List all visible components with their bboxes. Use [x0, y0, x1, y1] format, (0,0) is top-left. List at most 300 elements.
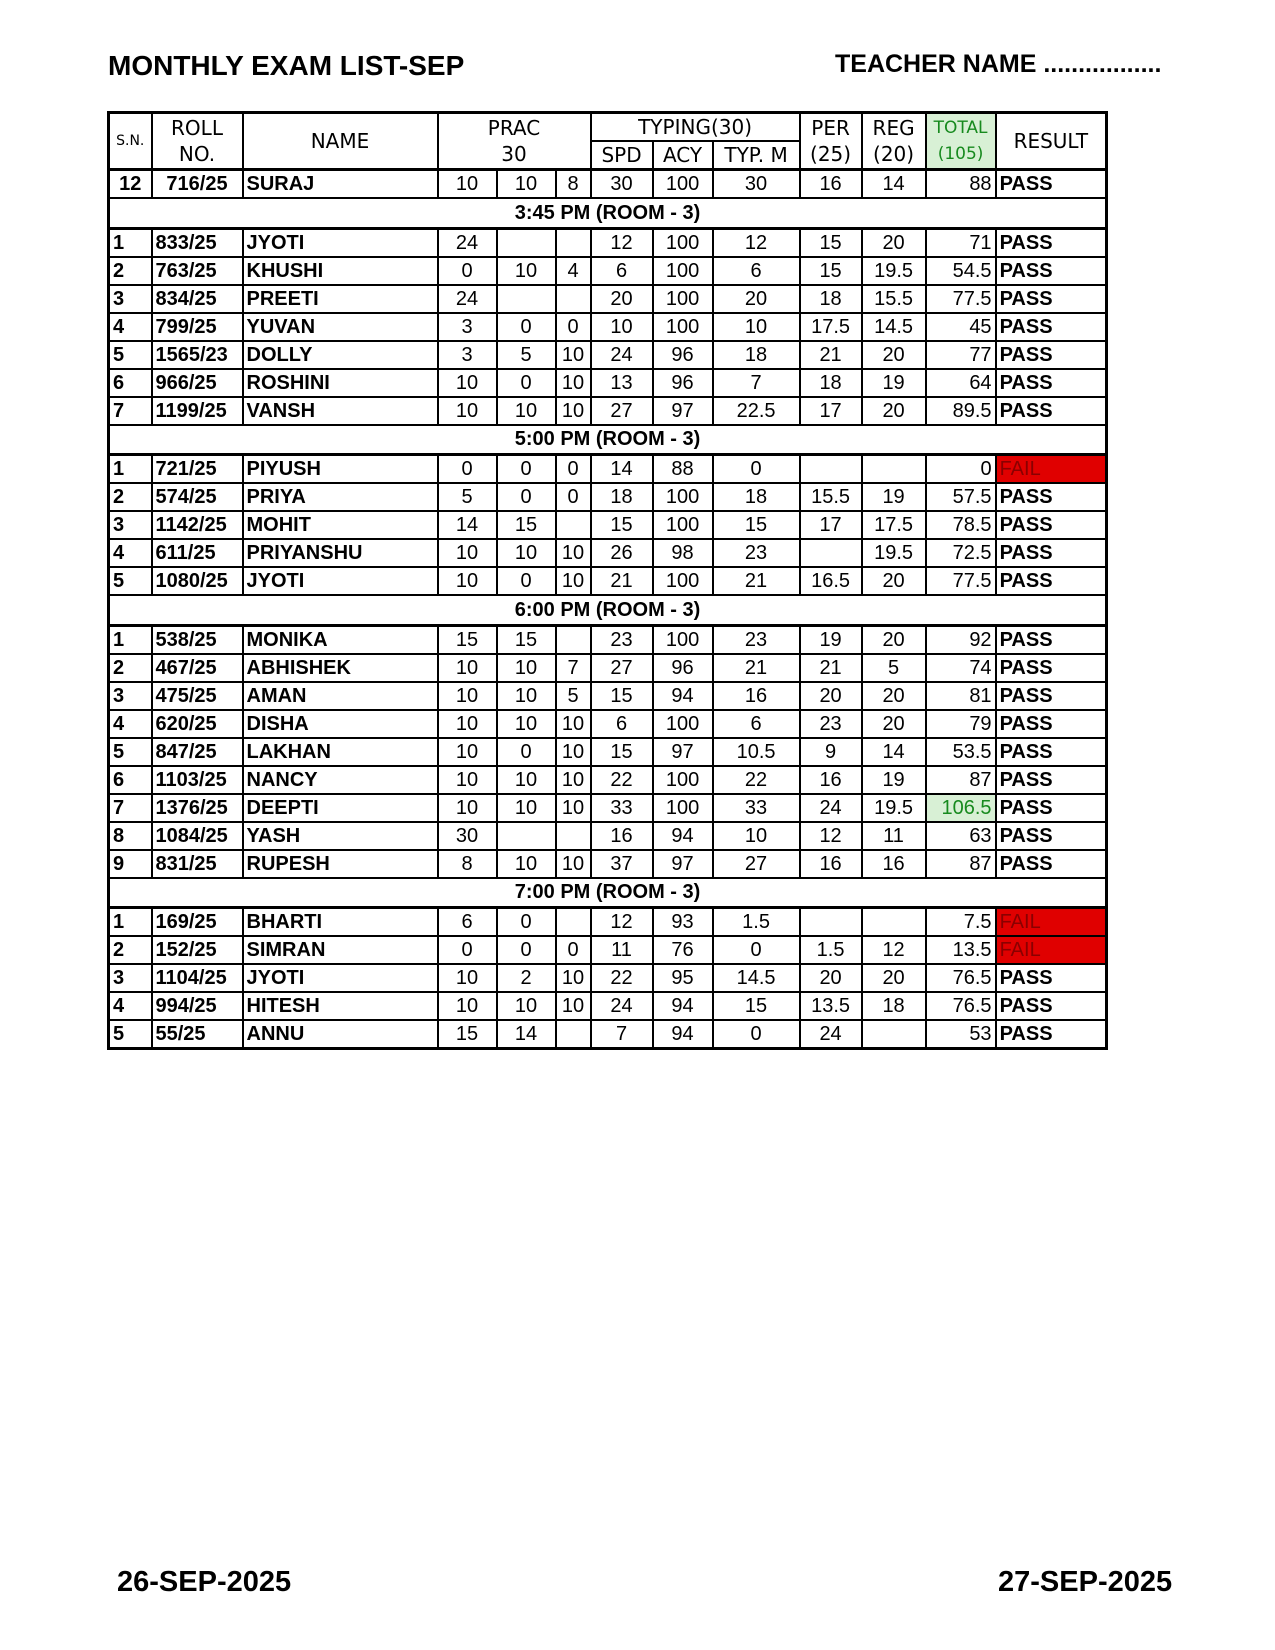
cell-prac-2: 0	[497, 567, 556, 595]
cell-prac-1: 10	[438, 170, 497, 199]
roll-label-1: ROLL	[171, 116, 223, 140]
cell-result: PASS	[996, 539, 1107, 567]
cell-per: 24	[800, 1020, 862, 1049]
cell-name: BHARTI	[243, 908, 438, 937]
total-label-2: (105)	[937, 144, 984, 164]
table-row	[109, 710, 1107, 738]
cell-prac-1: 0	[438, 257, 497, 285]
cell-prac-2: 10	[497, 710, 556, 738]
cell-prac-3: 0	[556, 936, 591, 964]
cell-prac-1: 0	[438, 936, 497, 964]
cell-prac-1: 10	[438, 766, 497, 794]
table-body	[109, 170, 1107, 1049]
cell-name: LAKHAN	[243, 738, 438, 766]
cell-acy: 100	[653, 257, 713, 285]
cell-typ: 10	[713, 313, 800, 341]
teacher-name-label: TEACHER NAME .................	[835, 50, 1162, 78]
cell-result: FAIL	[996, 936, 1107, 964]
cell-acy: 100	[653, 710, 713, 738]
cell-sn: 1	[109, 625, 152, 654]
cell-prac-3: 10	[556, 850, 591, 878]
cell-prac-2: 10	[497, 257, 556, 285]
cell-total: 89.5	[926, 397, 996, 425]
cell-roll: 55/25	[152, 1020, 243, 1049]
cell-acy: 100	[653, 766, 713, 794]
cell-prac-3	[556, 285, 591, 313]
cell-prac-3: 10	[556, 992, 591, 1020]
cell-acy: 94	[653, 682, 713, 710]
cell-result: PASS	[996, 567, 1107, 595]
cell-per: 16	[800, 766, 862, 794]
cell-result: PASS	[996, 369, 1107, 397]
cell-acy: 100	[653, 567, 713, 595]
cell-sn: 12	[109, 170, 152, 199]
cell-spd: 18	[591, 483, 653, 511]
cell-result: FAIL	[996, 908, 1107, 937]
table-row	[109, 936, 1107, 964]
cell-per: 24	[800, 794, 862, 822]
cell-typ: 10	[713, 822, 800, 850]
cell-spd: 27	[591, 654, 653, 682]
table-row	[109, 397, 1107, 425]
cell-prac-1: 15	[438, 625, 497, 654]
col-header-spd: SPD	[591, 141, 653, 170]
cell-spd: 30	[591, 170, 653, 199]
cell-roll: 1376/25	[152, 794, 243, 822]
cell-name: VANSH	[243, 397, 438, 425]
cell-prac-2: 14	[497, 1020, 556, 1049]
cell-result: PASS	[996, 738, 1107, 766]
cell-prac-2: 15	[497, 511, 556, 539]
cell-total: 92	[926, 625, 996, 654]
cell-reg	[862, 455, 926, 484]
cell-roll: 833/25	[152, 228, 243, 257]
cell-prac-3	[556, 228, 591, 257]
cell-prac-1: 3	[438, 313, 497, 341]
cell-roll: 721/25	[152, 455, 243, 484]
cell-acy: 95	[653, 964, 713, 992]
cell-reg: 19.5	[862, 257, 926, 285]
cell-sn: 4	[109, 710, 152, 738]
cell-per: 21	[800, 654, 862, 682]
col-header-typ: TYP. M	[713, 141, 800, 170]
cell-name: MONIKA	[243, 625, 438, 654]
cell-prac-2: 0	[497, 455, 556, 484]
table-row	[109, 908, 1107, 937]
cell-prac-3: 0	[556, 313, 591, 341]
cell-spd: 22	[591, 964, 653, 992]
cell-prac-2: 0	[497, 738, 556, 766]
cell-total: 7.5	[926, 908, 996, 937]
cell-prac-1: 10	[438, 964, 497, 992]
per-label-2: (25)	[810, 142, 852, 166]
cell-per: 15	[800, 257, 862, 285]
cell-total: 81	[926, 682, 996, 710]
table-row	[109, 1020, 1107, 1049]
cell-typ: 7	[713, 369, 800, 397]
cell-per: 15	[800, 228, 862, 257]
cell-result: PASS	[996, 170, 1107, 199]
cell-per: 17	[800, 511, 862, 539]
cell-prac-2: 10	[497, 850, 556, 878]
cell-total: 76.5	[926, 992, 996, 1020]
cell-sn: 5	[109, 567, 152, 595]
cell-total: 87	[926, 850, 996, 878]
cell-typ: 14.5	[713, 964, 800, 992]
reg-label-2: (20)	[873, 142, 915, 166]
cell-per	[800, 539, 862, 567]
cell-prac-2: 10	[497, 682, 556, 710]
cell-name: JYOTI	[243, 964, 438, 992]
cell-typ: 0	[713, 1020, 800, 1049]
cell-name: ANNU	[243, 1020, 438, 1049]
table-row	[109, 964, 1107, 992]
cell-total: 71	[926, 228, 996, 257]
cell-typ: 23	[713, 625, 800, 654]
cell-acy: 100	[653, 511, 713, 539]
cell-reg: 11	[862, 822, 926, 850]
cell-per: 16.5	[800, 567, 862, 595]
cell-reg: 17.5	[862, 511, 926, 539]
cell-sn: 5	[109, 738, 152, 766]
cell-sn: 7	[109, 794, 152, 822]
col-header-reg	[862, 113, 926, 170]
cell-sn: 2	[109, 654, 152, 682]
cell-prac-2: 10	[497, 654, 556, 682]
cell-spd: 15	[591, 511, 653, 539]
cell-spd: 15	[591, 738, 653, 766]
cell-per: 19	[800, 625, 862, 654]
cell-total: 72.5	[926, 539, 996, 567]
cell-prac-1: 0	[438, 455, 497, 484]
cell-name: SIMRAN	[243, 936, 438, 964]
table-row	[109, 455, 1107, 484]
cell-roll: 1080/25	[152, 567, 243, 595]
cell-prac-3: 10	[556, 539, 591, 567]
cell-prac-3: 10	[556, 794, 591, 822]
cell-per: 17	[800, 397, 862, 425]
table-row	[109, 625, 1107, 654]
cell-total: 74	[926, 654, 996, 682]
cell-prac-1: 8	[438, 850, 497, 878]
cell-roll: 1199/25	[152, 397, 243, 425]
cell-prac-1: 14	[438, 511, 497, 539]
cell-acy: 93	[653, 908, 713, 937]
cell-typ: 23	[713, 539, 800, 567]
cell-name: JYOTI	[243, 228, 438, 257]
cell-name: ROSHINI	[243, 369, 438, 397]
cell-sn: 5	[109, 341, 152, 369]
cell-typ: 33	[713, 794, 800, 822]
cell-acy: 96	[653, 369, 713, 397]
cell-roll: 834/25	[152, 285, 243, 313]
exam-results-table	[107, 111, 1108, 1050]
cell-acy: 100	[653, 313, 713, 341]
cell-sn: 4	[109, 992, 152, 1020]
cell-reg: 20	[862, 625, 926, 654]
cell-per: 21	[800, 341, 862, 369]
cell-prac-2: 0	[497, 936, 556, 964]
cell-result: PASS	[996, 625, 1107, 654]
cell-reg: 16	[862, 850, 926, 878]
cell-total: 77.5	[926, 285, 996, 313]
cell-per: 17.5	[800, 313, 862, 341]
cell-typ: 1.5	[713, 908, 800, 937]
cell-typ: 30	[713, 170, 800, 199]
cell-total: 0	[926, 455, 996, 484]
cell-result: PASS	[996, 992, 1107, 1020]
cell-acy: 97	[653, 850, 713, 878]
cell-prac-2: 10	[497, 794, 556, 822]
page-title: MONTHLY EXAM LIST-SEP	[108, 50, 465, 81]
cell-prac-2: 0	[497, 908, 556, 937]
cell-typ: 21	[713, 567, 800, 595]
table-row	[109, 228, 1107, 257]
cell-prac-1: 10	[438, 738, 497, 766]
cell-spd: 6	[591, 710, 653, 738]
cell-typ: 6	[713, 257, 800, 285]
cell-name: AMAN	[243, 682, 438, 710]
cell-per: 16	[800, 170, 862, 199]
cell-reg: 20	[862, 710, 926, 738]
cell-reg: 20	[862, 228, 926, 257]
cell-spd: 22	[591, 766, 653, 794]
cell-prac-2	[497, 822, 556, 850]
cell-sn: 3	[109, 682, 152, 710]
cell-reg: 19.5	[862, 794, 926, 822]
cell-total: 57.5	[926, 483, 996, 511]
cell-acy: 100	[653, 625, 713, 654]
cell-roll: 716/25	[152, 170, 243, 199]
prac-label-1: PRAC	[487, 116, 541, 140]
cell-prac-3: 0	[556, 483, 591, 511]
cell-name: MOHIT	[243, 511, 438, 539]
cell-result: PASS	[996, 257, 1107, 285]
cell-prac-3: 10	[556, 766, 591, 794]
cell-typ: 0	[713, 936, 800, 964]
cell-sn: 3	[109, 511, 152, 539]
table-row	[109, 483, 1107, 511]
cell-spd: 11	[591, 936, 653, 964]
col-header-result: RESULT	[996, 113, 1107, 170]
cell-result: PASS	[996, 397, 1107, 425]
section-title: 6:00 PM (ROOM - 3)	[109, 595, 1107, 625]
cell-prac-3	[556, 822, 591, 850]
cell-prac-1: 5	[438, 483, 497, 511]
section-header-row	[109, 878, 1107, 908]
cell-roll: 966/25	[152, 369, 243, 397]
cell-prac-3	[556, 511, 591, 539]
cell-spd: 33	[591, 794, 653, 822]
cell-name: DISHA	[243, 710, 438, 738]
cell-sn: 8	[109, 822, 152, 850]
table-row	[109, 738, 1107, 766]
cell-per: 18	[800, 369, 862, 397]
col-header-total	[926, 113, 996, 170]
col-header-roll	[152, 113, 243, 170]
cell-name: YASH	[243, 822, 438, 850]
cell-roll: 467/25	[152, 654, 243, 682]
cell-typ: 18	[713, 483, 800, 511]
table-row	[109, 511, 1107, 539]
cell-prac-1: 24	[438, 228, 497, 257]
cell-roll: 1142/25	[152, 511, 243, 539]
section-header-row	[109, 425, 1107, 455]
cell-typ: 22	[713, 766, 800, 794]
cell-total: 79	[926, 710, 996, 738]
cell-acy: 88	[653, 455, 713, 484]
cell-result: PASS	[996, 822, 1107, 850]
cell-reg	[862, 908, 926, 937]
cell-prac-1: 10	[438, 567, 497, 595]
cell-prac-2: 0	[497, 313, 556, 341]
cell-typ: 18	[713, 341, 800, 369]
cell-result: PASS	[996, 794, 1107, 822]
col-header-sn: S.N.	[109, 113, 152, 170]
cell-acy: 76	[653, 936, 713, 964]
cell-prac-3	[556, 1020, 591, 1049]
cell-prac-1: 10	[438, 992, 497, 1020]
cell-prac-1: 10	[438, 794, 497, 822]
cell-sn: 5	[109, 1020, 152, 1049]
cell-result: PASS	[996, 654, 1107, 682]
cell-prac-2	[497, 285, 556, 313]
cell-spd: 37	[591, 850, 653, 878]
cell-name: JYOTI	[243, 567, 438, 595]
table-row	[109, 992, 1107, 1020]
cell-sn: 6	[109, 369, 152, 397]
cell-result: PASS	[996, 964, 1107, 992]
cell-prac-3: 10	[556, 397, 591, 425]
cell-name: PRIYA	[243, 483, 438, 511]
cell-sn: 2	[109, 936, 152, 964]
cell-spd: 10	[591, 313, 653, 341]
cell-spd: 12	[591, 228, 653, 257]
cell-per: 1.5	[800, 936, 862, 964]
section-title: 5:00 PM (ROOM - 3)	[109, 425, 1107, 455]
cell-spd: 14	[591, 455, 653, 484]
cell-prac-1: 10	[438, 369, 497, 397]
cell-total: 53.5	[926, 738, 996, 766]
cell-per	[800, 908, 862, 937]
col-header-acy: ACY	[653, 141, 713, 170]
cell-reg: 20	[862, 682, 926, 710]
cell-typ: 27	[713, 850, 800, 878]
cell-roll: 152/25	[152, 936, 243, 964]
cell-spd: 13	[591, 369, 653, 397]
table-header	[109, 113, 1107, 170]
cell-prac-2: 15	[497, 625, 556, 654]
cell-sn: 1	[109, 455, 152, 484]
cell-roll: 1084/25	[152, 822, 243, 850]
cell-name: SURAJ	[243, 170, 438, 199]
cell-prac-2: 10	[497, 766, 556, 794]
cell-spd: 24	[591, 992, 653, 1020]
cell-prac-2: 0	[497, 483, 556, 511]
cell-prac-1: 10	[438, 654, 497, 682]
cell-name: RUPESH	[243, 850, 438, 878]
cell-roll: 538/25	[152, 625, 243, 654]
cell-typ: 6	[713, 710, 800, 738]
cell-sn: 2	[109, 483, 152, 511]
cell-reg: 20	[862, 567, 926, 595]
cell-roll: 1565/23	[152, 341, 243, 369]
cell-prac-1: 24	[438, 285, 497, 313]
cell-prac-1: 3	[438, 341, 497, 369]
cell-prac-1: 6	[438, 908, 497, 937]
cell-reg	[862, 1020, 926, 1049]
cell-reg: 15.5	[862, 285, 926, 313]
cell-result: PASS	[996, 682, 1107, 710]
cell-prac-3: 4	[556, 257, 591, 285]
table-row	[109, 170, 1107, 199]
cell-total: 53	[926, 1020, 996, 1049]
table-row	[109, 313, 1107, 341]
cell-roll: 763/25	[152, 257, 243, 285]
cell-prac-3: 7	[556, 654, 591, 682]
section-header-row	[109, 595, 1107, 625]
cell-sn: 3	[109, 285, 152, 313]
cell-acy: 96	[653, 341, 713, 369]
cell-acy: 97	[653, 397, 713, 425]
cell-roll: 169/25	[152, 908, 243, 937]
cell-prac-3: 5	[556, 682, 591, 710]
cell-prac-1: 10	[438, 539, 497, 567]
cell-roll: 475/25	[152, 682, 243, 710]
cell-roll: 574/25	[152, 483, 243, 511]
cell-prac-1: 10	[438, 710, 497, 738]
cell-roll: 620/25	[152, 710, 243, 738]
col-header-typing: TYPING(30)	[591, 113, 800, 142]
cell-prac-3: 10	[556, 341, 591, 369]
cell-total: 87	[926, 766, 996, 794]
total-label-1: TOTAL	[933, 118, 988, 138]
cell-per: 12	[800, 822, 862, 850]
table-row	[109, 850, 1107, 878]
cell-total: 64	[926, 369, 996, 397]
cell-total: 77	[926, 341, 996, 369]
cell-reg: 5	[862, 654, 926, 682]
table-row	[109, 539, 1107, 567]
cell-prac-1: 10	[438, 397, 497, 425]
cell-per: 20	[800, 964, 862, 992]
cell-prac-2: 10	[497, 170, 556, 199]
cell-roll: 847/25	[152, 738, 243, 766]
cell-prac-3: 0	[556, 455, 591, 484]
cell-prac-3: 10	[556, 710, 591, 738]
cell-sn: 1	[109, 908, 152, 937]
section-header-row	[109, 198, 1107, 228]
cell-result: PASS	[996, 483, 1107, 511]
cell-spd: 20	[591, 285, 653, 313]
cell-spd: 6	[591, 257, 653, 285]
cell-roll: 994/25	[152, 992, 243, 1020]
cell-sn: 2	[109, 257, 152, 285]
cell-typ: 16	[713, 682, 800, 710]
cell-prac-2: 10	[497, 539, 556, 567]
prac-label-2: 30	[501, 142, 527, 166]
cell-total: 77.5	[926, 567, 996, 595]
cell-total: 63	[926, 822, 996, 850]
cell-typ: 15	[713, 511, 800, 539]
cell-prac-2: 5	[497, 341, 556, 369]
date-left: 26-SEP-2025	[117, 1566, 292, 1598]
cell-result: PASS	[996, 511, 1107, 539]
cell-typ: 15	[713, 992, 800, 1020]
cell-prac-3: 10	[556, 738, 591, 766]
cell-result: FAIL	[996, 455, 1107, 484]
cell-spd: 26	[591, 539, 653, 567]
